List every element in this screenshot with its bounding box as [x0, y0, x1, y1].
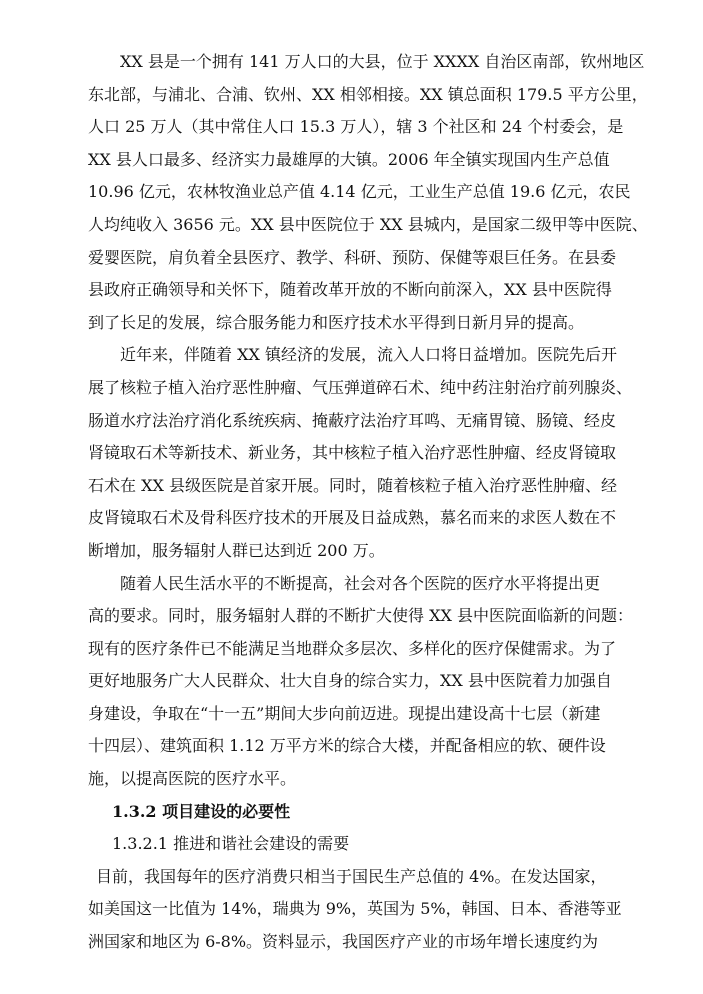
text-line: 县政府正确领导和关怀下，随着改革开放的不断向前深入，XX 县中医院得: [88, 280, 612, 300]
text-line: 肾镜取石术等新技术、新业务，其中核粒子植入治疗恶性肿瘤、经皮肾镜取: [88, 443, 617, 463]
text-line: 人均纯收入 3656 元。XX 县中医院位于 XX 县城内，是国家二级甲等中医院、: [88, 214, 648, 234]
text-line: 如美国这一比值为 14%，瑞典为 9%，英国为 5%，韩国、日本、香港等亚: [88, 899, 622, 919]
paragraph-construction-plan: [88, 568, 633, 796]
text-line: 施，以提高医院的医疗水平。: [88, 769, 297, 789]
text-line: XX 县人口最多、经济实力最雄厚的大镇。2006 年全镇实现国内生产总值: [88, 149, 610, 169]
text-line: 现有的医疗条件已不能满足当地群众多层次、多样化的医疗保健需求。为了: [88, 638, 617, 658]
document-body: [88, 46, 648, 959]
text-line: 爱婴医院，肩负着全县医疗、教学、科研、预防、保健等艰巨任务。在县委: [88, 247, 617, 267]
text-line: 人口 25 万人（其中常住人口 15.3 万人），辖 3 个社区和 24 个村委会，是: [88, 117, 624, 137]
paragraph-county-overview: [88, 46, 648, 339]
text-line: 断增加，服务辐射人群已达到近 200 万。: [88, 540, 385, 560]
paragraph-hospital-development: [88, 339, 633, 567]
text-line: 目前，我国每年的医疗消费只相当于国民生产总值的 4%。在发达国家，: [96, 866, 607, 886]
text-line: XX 县是一个拥有 141 万人口的大县，位于 XXXX 自治区南部，钦州地区: [120, 52, 645, 71]
text-line: 更好地服务广大人民群众、壮大自身的综合实力，XX 县中医院着力加强自: [88, 671, 612, 691]
text-line: 身建设，争取在“十一五”期间大步向前迈进。现提出建设高十七层（新建: [88, 703, 601, 723]
text-line: 到了长足的发展，综合服务能力和医疗技术水平得到日新月异的提高。: [88, 312, 585, 332]
text-line: 洲国家和地区为 6-8%。资料显示，我国医疗产业的市场年增长速度约为: [88, 932, 599, 952]
text-line: 随着人民生活水平的不断提高，社会对各个医院的医疗水平将提出更: [120, 573, 601, 593]
section-heading: 1.3.2 项目建设的必要性: [112, 801, 291, 821]
paragraph-medical-consumption: [88, 861, 628, 959]
text-line: 近年来，伴随着 XX 镇经济的发展，流入人口将日益增加。医院先后开: [120, 345, 617, 365]
text-line: 皮肾镜取石术及骨科医疗技术的开展及日益成熟，慕名而来的求医人数在不: [88, 508, 617, 528]
text-line: 10.96 亿元，农林牧渔业总产值 4.14 亿元，工业生产总值 19.6 亿元，农民: [88, 182, 631, 202]
text-line: 东北部，与浦北、合浦、钦州、XX 相邻相接。XX 镇总面积 179.5 平方公里，: [88, 84, 648, 104]
text-line: 高的要求。同时，服务辐射人群的不断扩大使得 XX 县中医院面临新的问题：: [88, 606, 633, 626]
text-line: 石术在 XX 县级医院是首家开展。同时，随着核粒子植入治疗恶性肿瘤、经: [88, 475, 617, 495]
text-line: 展了核粒子植入治疗恶性肿瘤、气压弹道碎石术、纯中药注射治疗前列腺炎、: [88, 377, 633, 397]
subsection-heading: 1.3.2.1 推进和谐社会建设的需要: [112, 834, 350, 854]
text-line: 肠道水疗法治疗消化系统疾病、掩蔽疗法治疗耳鸣、无痛胃镜、肠镜、经皮: [88, 410, 617, 430]
text-line: 十四层）、建筑面积 1.12 万平方米的综合大楼，并配备相应的软、硬件设: [88, 736, 606, 756]
